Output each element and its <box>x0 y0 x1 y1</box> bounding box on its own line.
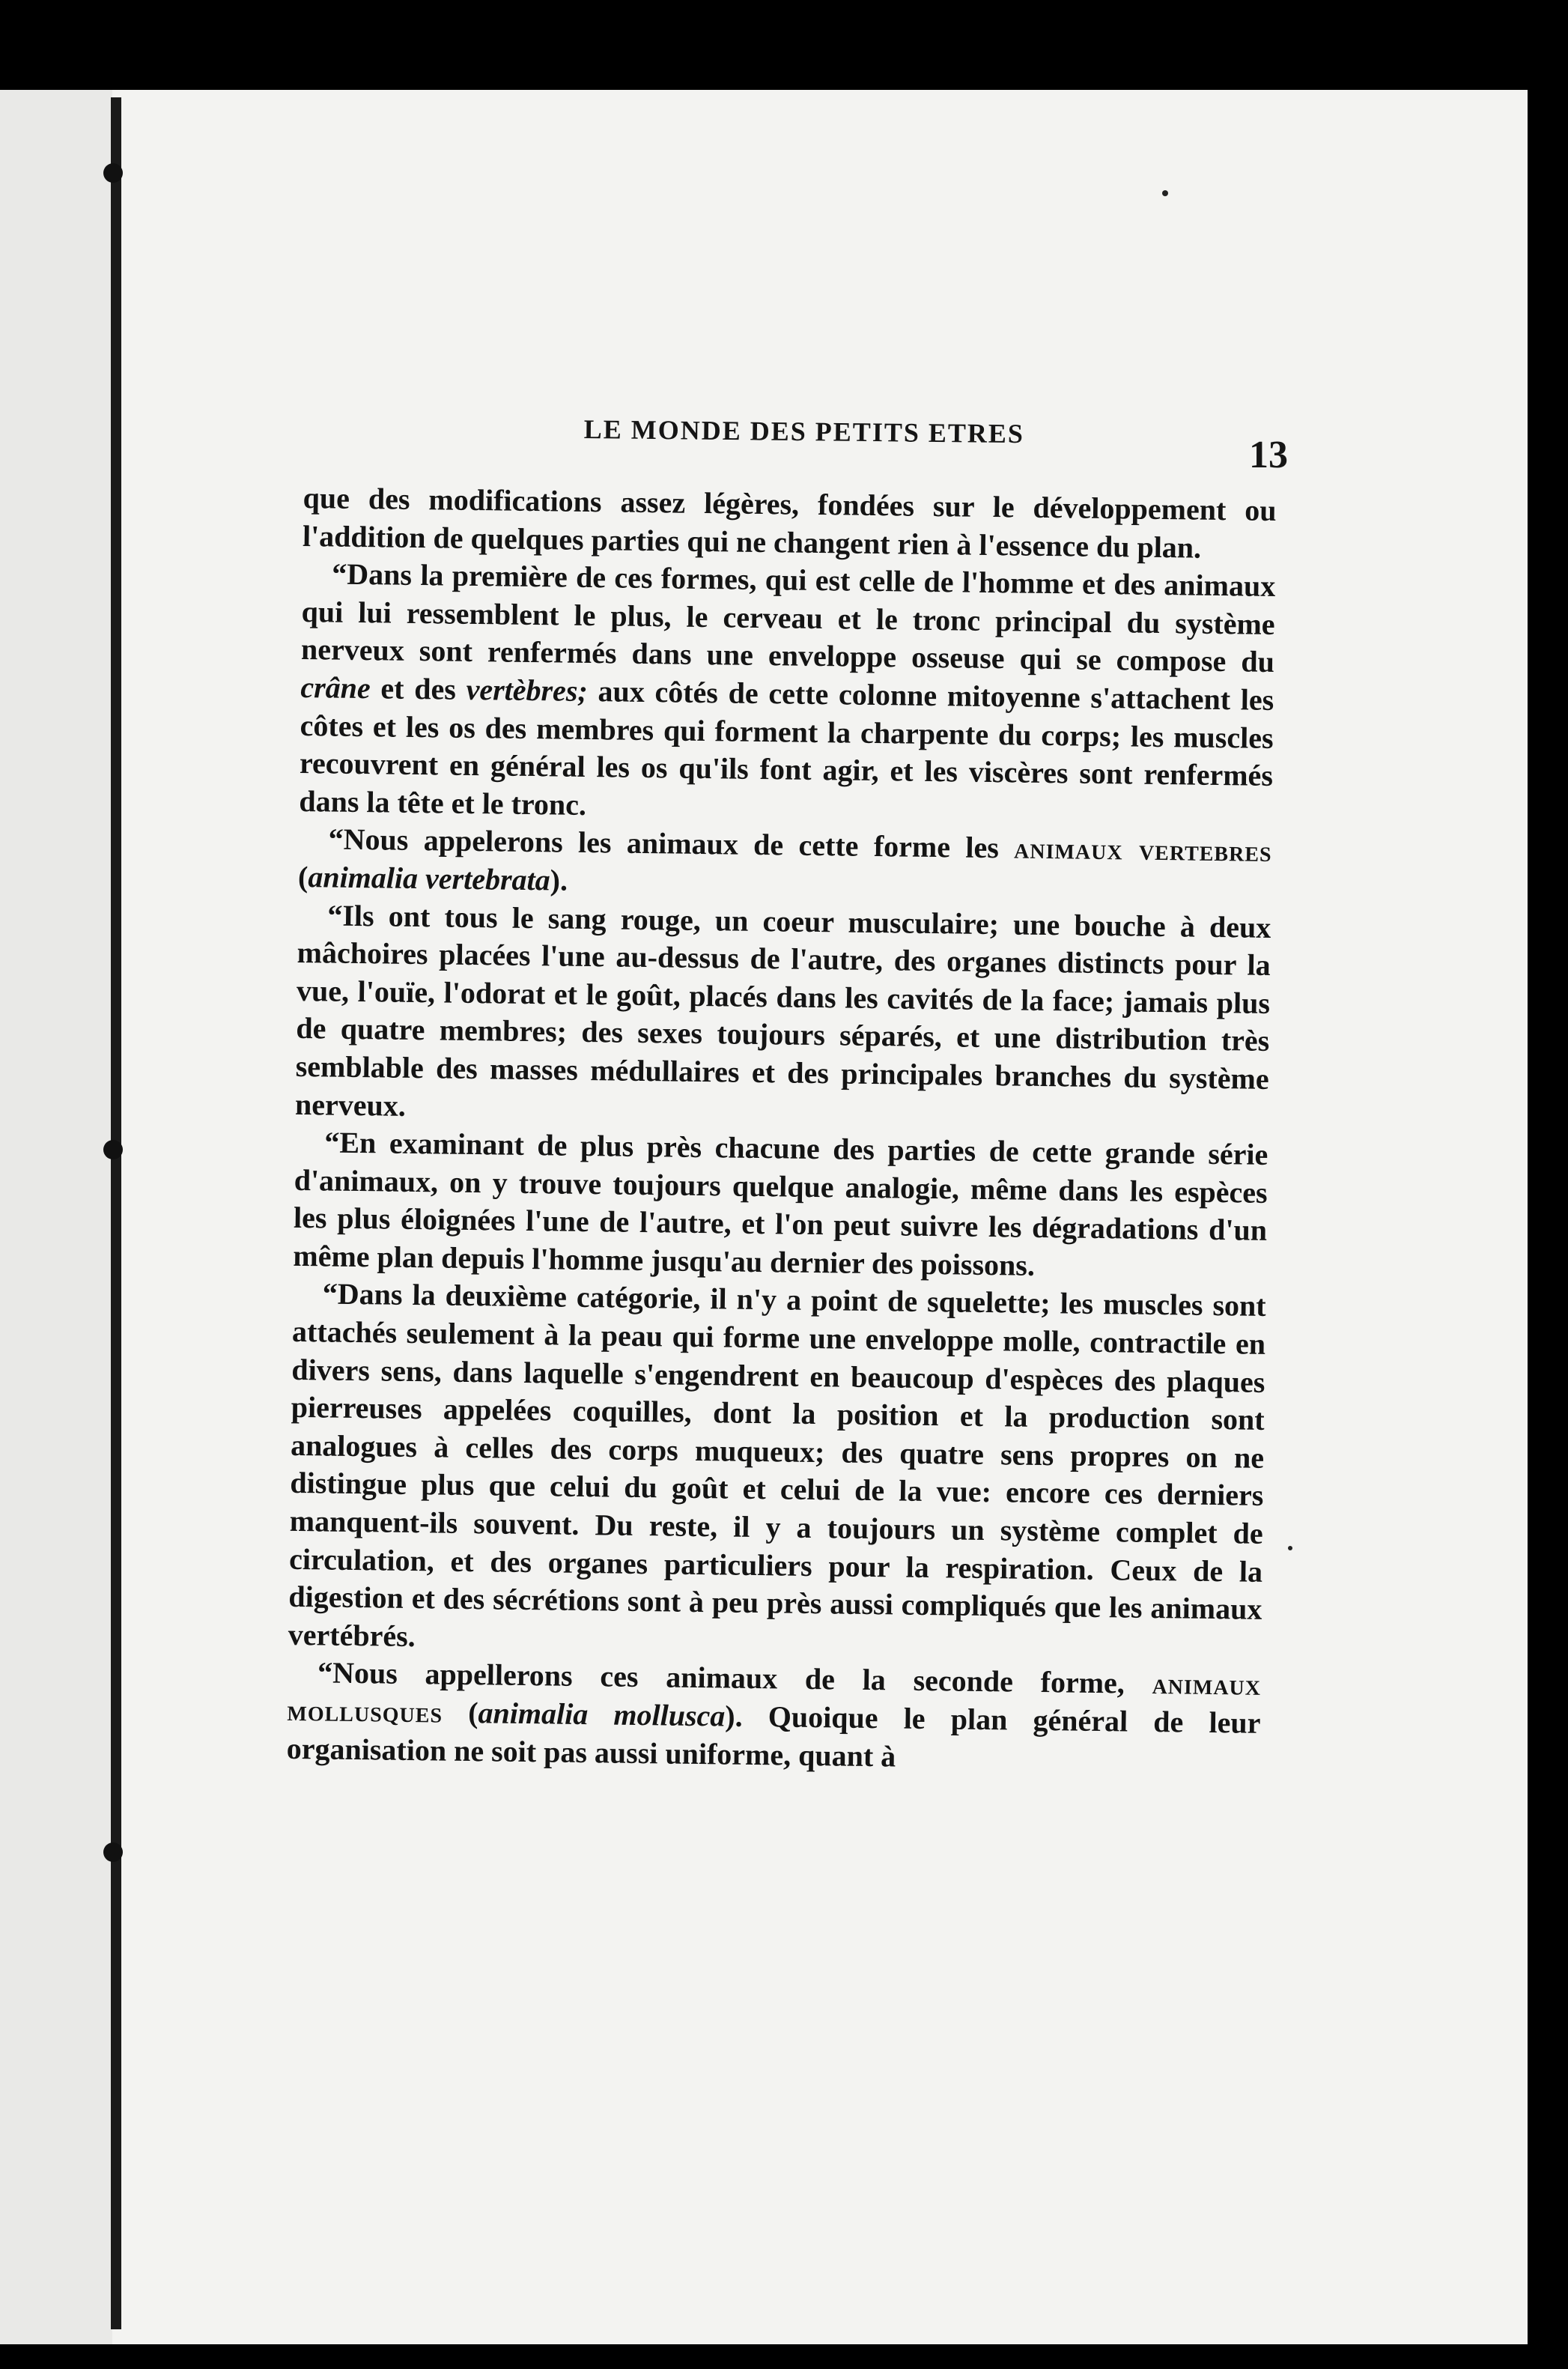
binding-mark <box>103 1140 123 1159</box>
latin-term: animalia vertebrata <box>308 860 550 897</box>
page-number: 13 <box>1249 434 1288 476</box>
small-caps-term: animaux mollusques <box>287 1666 1262 1729</box>
text-run: aux côtés de cette colonne mitoyenne s'attachent les côtes et les os des membres qui forment la charpente du corps; les muscles recouvrent en général les os qu'ils font agir, et les viscères sont renfermés dans la tête et le tronc. <box>299 673 1274 822</box>
running-title: LE MONDE DES PETITS ETRES <box>583 413 1025 449</box>
text-run: “Nous appelerons les animaux de cette forme les <box>328 822 1015 865</box>
text-run: “Nous appellerons ces animaux de la seconde forme, <box>317 1655 1152 1701</box>
paragraph: “Dans la deuxième catégorie, il n'y a point de squelette; les muscles sont attachés seulement à la peau qui forme une enveloppe molle, contractile en divers sens, dans laquelle s'engendrent en beaucoup d'espèces des plaques pierreuses appelées coquilles, dont la position et la production sont analogues à celles des corps muqueux; des quatre sens propres on ne distingue plus que celui du goût et celui de la vue: encore ces derniers manquent-ils souvent. Du reste, il y a toujours un système complet de circulation, et des organes particuliers pour la respiration. Ceux de la digestion et des sécrétions sont à peu près aussi compliqués que les animaux vertébrés. <box>288 1276 1266 1653</box>
text-run: “Dans la première de ces formes, qui est celle de l'homme et des animaux qui lui ressemblent le plus, le cerveau et le tronc principal du système nerveux sont renfermés dans une enveloppe osseuse qui se compose du <box>300 556 1276 679</box>
paper-speck <box>1288 1546 1292 1550</box>
paragraph: “Ils ont tous le sang rouge, un coeur musculaire; une bouche à deux mâchoires placées l'une au-dessus de l'autre, des organes distincts pour la vue, l'ouïe, l'odorat et le goût, placés dans les cavités de la face; jamais plus de quatre membres; des sexes toujours séparés, et une distribution très semblable des masses médullaires et des principales branches du système nerveux. <box>294 898 1271 1123</box>
facing-page-edge <box>0 90 112 2344</box>
latin-term: animalia mollusca <box>478 1696 726 1733</box>
paragraph <box>299 555 1276 833</box>
paragraph <box>298 820 1272 909</box>
paragraph: “En examinant de plus près chacune des parties de cette grande série d'animaux, on y trouve toujours quelque analogie, même dans les espèces les plus éloignées l'une de l'autre, et l'on peut suivre les dégradations d'un même plan depuis l'homme jusqu'au dernier des poissons. <box>293 1125 1268 1282</box>
small-caps-term: animaux vertebres <box>1013 831 1272 869</box>
binding-edge <box>111 97 121 2329</box>
text-run: ( <box>442 1695 478 1730</box>
text-run: ). Quoique le plan général de leur organisation ne soit pas aussi uniforme, quant à <box>286 1699 1261 1774</box>
paragraph <box>286 1654 1261 1780</box>
text-run: et des <box>370 671 467 706</box>
text-run: ). <box>550 863 568 897</box>
body-text <box>286 479 1276 1780</box>
paper-speck <box>1162 190 1168 196</box>
italic-term: vertèbres; <box>466 672 589 708</box>
italic-term: crâne <box>300 670 371 706</box>
text-run: ( <box>297 859 309 894</box>
binding-mark <box>103 163 123 183</box>
paragraph: que des modifications assez légères, fondées sur le développement ou l'addition de quelques parties qui ne changent rien à l'essence du plan. <box>302 480 1277 565</box>
binding-mark <box>103 1842 123 1862</box>
